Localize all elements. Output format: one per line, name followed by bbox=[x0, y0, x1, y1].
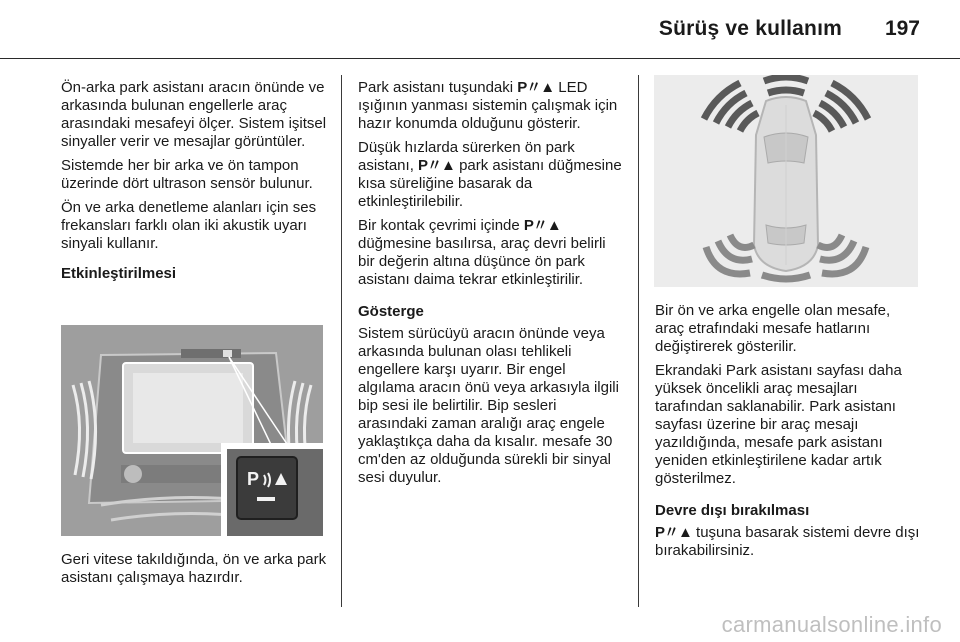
column-1-bottom bbox=[61, 551, 331, 593]
text-low-speed-before: Düşük hızlarda sürerken ön park asistanı, bbox=[358, 139, 575, 174]
park-assist-icon: P〃▲ bbox=[418, 157, 455, 174]
page-title: Sürüş ve kullanım bbox=[658, 17, 842, 40]
paragraph-distance-lines: Bir ön ve arka engelle olan mesafe, araç etrafındaki mesafe hatlarını değiştirerek gösterilir. bbox=[655, 302, 891, 355]
park-assist-icon: P〃▲ bbox=[517, 79, 555, 96]
text-ignition-after: düğmesine basılırsa, araç devri belirli bir değerin altına düşünce ön park asistanı daima tekrar etkinleştirilir. bbox=[358, 235, 606, 288]
paragraph-intro: Ön-arka park asistanı aracın önünde ve arkasında bulunan engellerle araç arasındaki mesafeyi ölçer. Sistem işitsel sinyaller verir ve mesajlar görüntüler. bbox=[61, 79, 327, 150]
dashboard-illustration bbox=[61, 325, 323, 536]
paragraph-ignition-cycle bbox=[358, 217, 626, 289]
column-2 bbox=[358, 79, 626, 493]
header-divider bbox=[0, 58, 960, 59]
column-divider-2 bbox=[638, 75, 639, 607]
heading-activation: Etkinleştirilmesi bbox=[61, 265, 177, 282]
paragraph-deactivation bbox=[655, 524, 923, 560]
heading-deactivation: Devre dışı bırakılması bbox=[655, 502, 810, 519]
text-led-after: LED ışığının yanması sistemin çalışmak için hazır konumda olduğunu gösterir. bbox=[358, 79, 618, 132]
text-led-before: Park asistanı tuşundaki bbox=[358, 79, 514, 96]
park-assist-icon: P〃▲ bbox=[655, 524, 692, 541]
paragraph-sensors: Sistemde her bir arka ve ön tampon üzerinde dört ultrason sensör bulunur. bbox=[61, 157, 313, 192]
paragraph-park-page: Ekrandaki Park asistanı sayfası daha yüksek öncelikli araç mesajları tarafından saklanabilir. Park asistanı sayfası üzerine bir araç mesajı yazıldığında, mesafe park asistanı yeniden etkinleştirilene kadar artık gösterilmez. bbox=[655, 362, 902, 487]
distance-arcs-illustration bbox=[654, 75, 918, 287]
park-assist-icon: P〃▲ bbox=[523, 217, 561, 234]
paragraph-indicator: Sistem sürücüyü aracın önünde veya arkasında bulunan olası tehlikeli engellere karşı uyarır. Bir engel algılama aracın önü veya arkasıyla ilgili bip sesi ile belirtilir. Bip sesleri arasındaki zaman aralığı araç engele yaklaştıkça daha da kısalır. mesafe 30 cm'den az olduğunda sürekli bir sinyal sesi duyulur. bbox=[358, 325, 619, 486]
column-divider-1 bbox=[341, 75, 342, 607]
page-number: 197 bbox=[884, 17, 920, 40]
paragraph-led bbox=[358, 79, 626, 133]
column-3 bbox=[655, 302, 923, 566]
watermark: carmanualsonline.info bbox=[721, 612, 942, 637]
heading-indicator: Gösterge bbox=[358, 303, 424, 320]
column-1 bbox=[61, 79, 331, 299]
text-deactivation-after: tuşuna basarak sistemi devre dışı bırakabilirsiniz. bbox=[655, 524, 920, 559]
paragraph-reverse-gear: Geri vitese takıldığında, ön ve arka park asistanı çalışmaya hazırdır. bbox=[61, 551, 327, 586]
svg-text:P: P bbox=[247, 469, 260, 489]
paragraph-signals: Ön ve arka denetleme alanları için ses frekansları farklı olan iki akustik uyarı sinyali kullanır. bbox=[61, 199, 317, 252]
paragraph-low-speed bbox=[358, 139, 626, 211]
text-low-speed-after: park asistanı düğmesine kısa süreliğine basarak da etkinleştirilebilir. bbox=[358, 157, 622, 210]
sensor-figure bbox=[654, 75, 918, 287]
text-ignition-before: Bir kontak çevrimi içinde bbox=[358, 217, 520, 234]
dashboard-figure bbox=[61, 325, 323, 536]
